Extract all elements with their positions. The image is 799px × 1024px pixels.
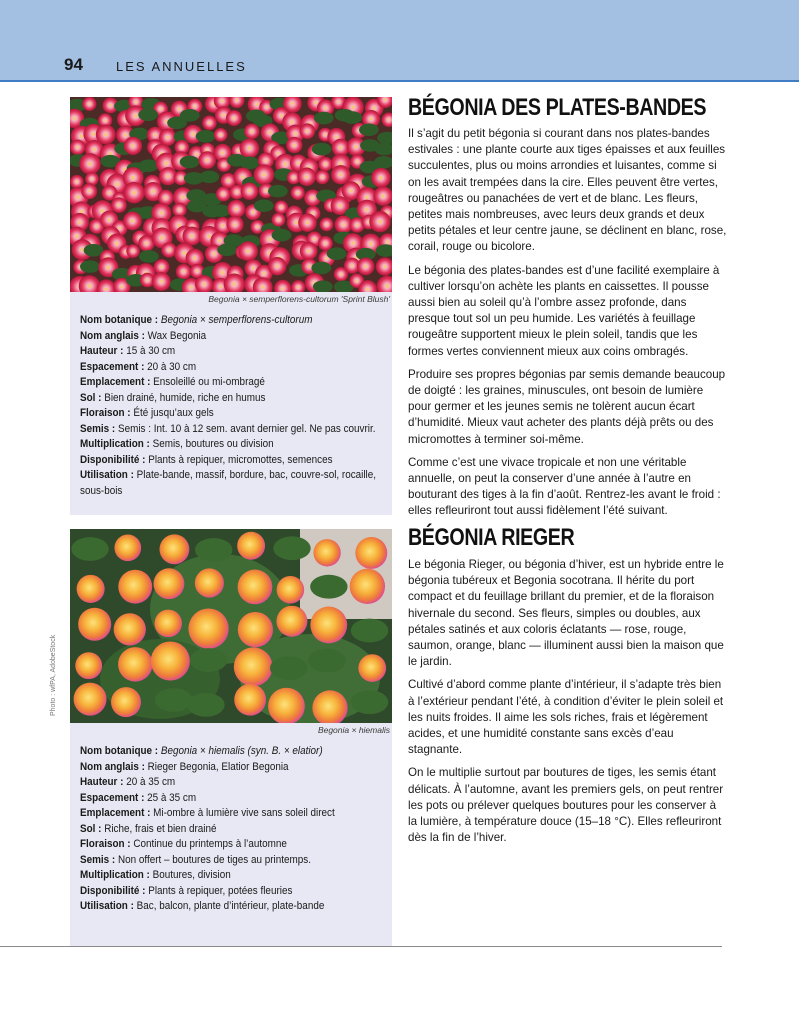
- fact-row: [80, 806, 382, 822]
- leaf-shape: [270, 656, 307, 680]
- fact-value: Riche, frais et bien drainé: [101, 822, 217, 835]
- body-paragraph: Comme c’est une vivace tropicale et non une véritable annuelle, on peut la conserver d’une année à l’autre en bouturant des tiges à la fin d’août. Rentrez-les avant le froid : elles refleuriront tout aussi fidèlement l’été suivant.: [408, 455, 721, 518]
- flower-shape: [75, 652, 102, 679]
- flower-shape: [254, 164, 275, 185]
- flower-shape: [315, 170, 329, 184]
- fact-row: [80, 884, 382, 900]
- leaf-shape: [155, 688, 192, 712]
- flower-shape: [298, 168, 316, 186]
- fact-value: Bien drainé, humide, riche en humus: [101, 391, 266, 404]
- fact-row: [80, 868, 382, 884]
- fact-value: 20 à 35 cm: [123, 776, 176, 788]
- fact-row: [80, 406, 382, 422]
- fact-label: Emplacement :: [80, 807, 151, 819]
- body-paragraph: Le bégonia des plates-bandes est d’une facilité exemplaire à cultiver lorsqu’on achète les plants en caissettes. Il pousse aussi bien au soleil qu’à l’ombre assez profonde, dans presque tout sol un peu humide. Les variétés à feuillage rougeâtre supportent mieux le plein soleil, tandis que les formes vertes conviennent mieux aux coins ombragés.: [408, 263, 720, 358]
- flower-photo-image: [70, 97, 392, 292]
- body-paragraph: Produire ses propres bégonias par semis demande beaucoup de doigté : les graines, minuscules, ont besoin de lumière pour germer et les jeunes semis ne tolèrent aucun écart d’humidité. Mieux vaut acheter des plants déjà prêts ou des micromottes à terminer soi-même.: [408, 367, 726, 446]
- photo-credit: Photo : wfPA, AdobeStock: [50, 634, 57, 716]
- flower-shape: [371, 168, 391, 188]
- flower-shape: [79, 153, 100, 174]
- flower-shape: [78, 608, 111, 641]
- fact-label: Disponibilité :: [80, 884, 146, 897]
- fact-label: Utilisation :: [80, 469, 134, 481]
- fact-label: Disponibilité :: [80, 453, 146, 466]
- flower-shape: [124, 137, 142, 155]
- flower-shape: [313, 539, 340, 566]
- leaf-shape: [180, 156, 200, 169]
- leaf-shape: [273, 536, 310, 560]
- leaf-shape: [139, 159, 159, 172]
- fact-row: [80, 775, 382, 791]
- flower-shape: [216, 187, 231, 202]
- flower-shape: [153, 568, 184, 599]
- leaf-shape: [310, 575, 347, 599]
- plant-info-box-2: [70, 529, 392, 947]
- body-paragraph: Cultivé d’abord comme plante d’intérieur, il s’adapte très bien à l’extérieur pendant l’été, à condition d’éviter le plein soleil et les nuits froides. Il aime les sols riches, frais et légèrement acides, et une humidité constante sans excès d’eau stagnante.: [408, 678, 724, 757]
- leaf-shape: [342, 111, 362, 124]
- leaf-shape: [312, 143, 332, 156]
- flower-shape: [268, 688, 305, 723]
- flower-shape: [286, 137, 302, 153]
- flower-shape: [274, 200, 288, 214]
- flower-shape: [152, 272, 171, 291]
- flower-shape: [126, 244, 140, 258]
- leaf-shape: [308, 649, 345, 673]
- article-body-wax-begonia: [408, 126, 728, 527]
- fact-label: Emplacement :: [80, 376, 151, 388]
- leaf-shape: [254, 199, 274, 212]
- flower-shape: [238, 570, 273, 605]
- flower-shape: [268, 257, 286, 275]
- fact-value: Begonia × hiemalis (syn. B. × elatior): [158, 745, 323, 757]
- fact-label: Nom anglais :: [80, 329, 145, 342]
- fact-row: [80, 437, 382, 453]
- fact-value: Rieger Begonia, Elatior Begonia: [144, 760, 289, 773]
- fact-value: Été jusqu’aux gels: [130, 407, 214, 419]
- flower-shape: [272, 213, 286, 227]
- fact-row: [80, 853, 382, 869]
- fact-value: Plate-bande, massif, bordure, bac, couvre-sol, rocaille, sous-bois: [80, 469, 377, 497]
- flower-shape: [318, 236, 333, 251]
- fact-value: 15 à 30 cm: [123, 345, 176, 357]
- flower-shape: [118, 647, 152, 681]
- photo-wax-begonia: [70, 97, 392, 292]
- fact-row: [80, 744, 382, 760]
- fact-label: Utilisation :: [80, 900, 134, 912]
- plant-facts: [80, 744, 385, 915]
- fact-row: [80, 391, 382, 407]
- flower-shape: [82, 97, 96, 111]
- flower-shape: [226, 110, 242, 126]
- photo-caption: Begonia × hiemalis: [317, 725, 390, 735]
- flower-shape: [277, 576, 305, 604]
- leaf-shape: [195, 538, 232, 562]
- flower-shape: [123, 182, 144, 203]
- fact-row: [80, 453, 382, 469]
- leaf-shape: [217, 244, 237, 257]
- flower-shape: [111, 687, 141, 717]
- fact-value: Continue du printemps à l’automne: [130, 838, 287, 850]
- fact-label: Espacement :: [80, 791, 145, 804]
- flower-shape: [202, 115, 217, 130]
- fact-value: Begonia × semperflorens-cultorum: [158, 314, 313, 326]
- fact-label: Hauteur :: [80, 776, 124, 788]
- plant-facts: [80, 313, 385, 499]
- photo-caption: Begonia × semperflorens-cultorum 'Sprint Blush': [208, 294, 390, 304]
- flower-shape: [238, 241, 258, 261]
- fact-row: [80, 791, 382, 807]
- leaf-shape: [180, 109, 200, 122]
- flower-shape: [310, 607, 347, 644]
- page-number: 94: [64, 55, 83, 74]
- flower-shape: [234, 684, 266, 716]
- flower-shape: [291, 186, 305, 200]
- fact-value: Plants à repiquer, potées fleuries: [145, 884, 293, 897]
- flower-shape: [111, 197, 127, 213]
- flower-shape: [214, 128, 228, 142]
- leaf-shape: [199, 171, 219, 184]
- flower-shape: [199, 151, 217, 169]
- leaf-shape: [138, 108, 158, 121]
- fact-value: Ensoleillé ou mi-ombragé: [150, 376, 265, 388]
- fact-row: [80, 822, 382, 838]
- flower-shape: [369, 211, 390, 232]
- fact-label: Multiplication :: [80, 869, 150, 881]
- fact-row: [80, 360, 382, 376]
- fact-row: [80, 329, 382, 345]
- flower-shape: [234, 647, 273, 686]
- flower-photo-image: [70, 529, 392, 723]
- body-paragraph: On le multiplie surtout par boutures de tiges, les semis étant délicats. À l’automne, avant les premiers gels, on peut rentrer les pots ou prélever quelques boutures pour les conserver à la lumière, à température douce (15–18 °C). Elles refleuriront dès la fin de l’hiver.: [408, 766, 724, 845]
- fact-value: Plants à repiquer, micromottes, semences: [145, 453, 333, 466]
- flower-shape: [237, 532, 265, 560]
- fact-label: Semis :: [80, 853, 116, 866]
- fact-row: [80, 899, 382, 915]
- bottom-divider: [0, 946, 722, 947]
- leaf-shape: [187, 693, 224, 717]
- leaf-shape: [196, 130, 216, 143]
- leaf-shape: [311, 262, 331, 275]
- flower-shape: [358, 654, 386, 682]
- fact-row: [80, 468, 382, 499]
- leaf-shape: [314, 112, 334, 125]
- section-title-rieger-begonia: BÉGONIA RIEGER: [408, 524, 575, 551]
- fact-value: Non offert – boutures de tiges au printemps.: [115, 853, 311, 866]
- fact-value: Semis, boutures ou division: [149, 438, 274, 450]
- leaf-shape: [71, 537, 108, 561]
- fact-value: Bac, balcon, plante d’intérieur, plate-bande: [133, 900, 325, 912]
- flower-shape: [70, 140, 85, 155]
- flower-shape: [195, 568, 224, 597]
- flower-shape: [350, 569, 385, 604]
- flower-shape: [172, 203, 186, 217]
- fact-row: [80, 375, 382, 391]
- flower-shape: [240, 138, 260, 158]
- leaf-shape: [359, 124, 379, 137]
- flower-shape: [70, 175, 84, 189]
- leaf-shape: [139, 250, 159, 263]
- flower-shape: [226, 216, 243, 233]
- article-body-rieger-begonia: [408, 557, 728, 853]
- fact-row: [80, 313, 382, 329]
- fact-row: [80, 837, 382, 853]
- flower-shape: [155, 610, 183, 638]
- fact-value: Mi-ombre à lumière vive sans soleil direct: [150, 807, 335, 819]
- flower-shape: [320, 217, 334, 231]
- body-paragraph: Le bégonia Rieger, ou bégonia d’hiver, est un hybride entre le bégonia tubéreux et Begonia socotrana. Il hérite du port compact et du feuillage brillant du premier, et de la floraison hivernale du second. Ses fleurs, simples ou doubles, aux pétales satinés et aux coloris éclatants — rose, rouge, saumon, orange, blanc — illuminent aussi bien la maison que le jardin.: [408, 558, 724, 669]
- body-paragraph: Il s’agit du petit bégonia si courant dans nos plates-bandes estivales : une plante courte aux tiges épaisses et aux feuilles succulentes, plus ou moins arrondies et luisantes, comme si on les avait trempées dans la cire. Elles peuvent être vertes, rougeâtres ou panachées de vert et de blanc. Les fleurs, petites mais nombreuses, avec leurs deux grands et deux petits pétales et leur centre jaune, se déclinent en blanc, rose, corail, rouge ou bicolore.: [408, 127, 727, 254]
- flower-shape: [244, 124, 259, 139]
- flower-shape: [300, 123, 316, 139]
- page-header: [0, 0, 799, 82]
- plant-info-box-1: [70, 97, 392, 515]
- flower-shape: [182, 227, 201, 246]
- flower-shape: [114, 613, 146, 645]
- flower-shape: [357, 257, 375, 275]
- flower-shape: [318, 157, 332, 171]
- leaf-shape: [327, 247, 347, 260]
- leaf-shape: [351, 619, 388, 643]
- leaf-shape: [240, 156, 260, 169]
- flower-shape: [276, 606, 307, 637]
- fact-row: [80, 344, 382, 360]
- fact-label: Semis :: [80, 422, 116, 435]
- flower-shape: [161, 242, 176, 257]
- fact-label: Nom botanique :: [80, 745, 159, 757]
- flower-shape: [114, 534, 141, 561]
- leaf-shape: [80, 260, 100, 273]
- photo-rieger-begonia: [70, 529, 392, 723]
- flower-shape: [123, 212, 142, 231]
- flower-shape: [77, 575, 105, 603]
- fact-label: Nom botanique :: [80, 314, 159, 326]
- flower-shape: [241, 182, 258, 199]
- flower-shape: [176, 264, 191, 279]
- flower-shape: [188, 609, 228, 649]
- fact-row: [80, 760, 382, 776]
- flower-shape: [238, 612, 273, 647]
- flower-shape: [300, 242, 318, 260]
- fact-label: Nom anglais :: [80, 760, 145, 773]
- leaf-shape: [351, 690, 388, 714]
- flower-shape: [118, 570, 152, 604]
- fact-label: Floraison :: [80, 407, 131, 419]
- flower-shape: [227, 200, 245, 218]
- fact-value: 25 à 35 cm: [144, 791, 197, 804]
- flower-shape: [298, 213, 317, 232]
- leaf-shape: [190, 648, 227, 672]
- fact-label: Floraison :: [80, 838, 131, 850]
- flower-shape: [159, 534, 189, 564]
- flower-shape: [74, 683, 107, 716]
- fact-label: Espacement :: [80, 360, 145, 373]
- fact-value: Wax Begonia: [144, 329, 207, 342]
- running-head: LES ANNUELLES: [116, 59, 247, 74]
- fact-value: 20 à 30 cm: [144, 360, 197, 373]
- fact-label: Sol :: [80, 391, 102, 404]
- fact-value: Semis : Int. 10 à 12 sem. avant dernier gel. Ne pas couvrir.: [115, 422, 376, 435]
- fact-row: [80, 422, 382, 438]
- fact-label: Multiplication :: [80, 438, 150, 450]
- section-title-wax-begonia: BÉGONIA DES PLATES-BANDES: [408, 94, 707, 121]
- leaf-shape: [272, 229, 292, 242]
- flower-shape: [355, 537, 387, 569]
- fact-label: Hauteur :: [80, 345, 124, 357]
- fact-label: Sol :: [80, 822, 102, 835]
- leaf-shape: [268, 185, 288, 198]
- flower-shape: [81, 183, 97, 199]
- flower-shape: [151, 641, 190, 680]
- fact-value: Boutures, division: [149, 869, 231, 881]
